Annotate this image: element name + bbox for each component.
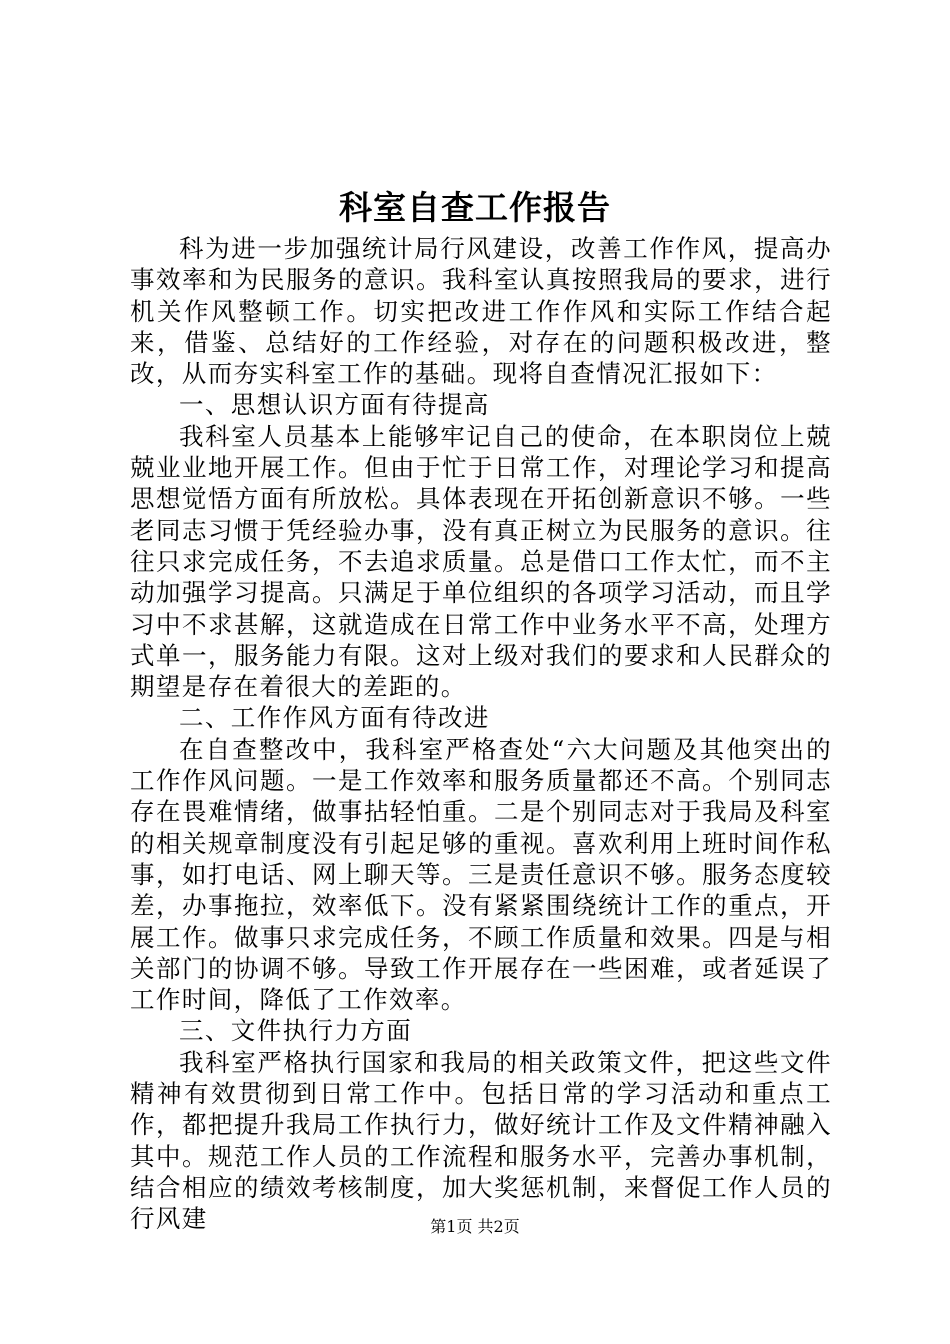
paragraph-section-3: 我科室严格执行国家和我局的相关政策文件，把这些文件精神有效贯彻到日常工作中。包括日常的学习活动和重点工作，都把提升我局工作执行力，做好统计工作及文件精神融入其中。规范工作人员的工作流程和服务水平，完善办事机制，结合相应的绩效考核制度，加大奖惩机制，来督促工作人员的行风建 xyxy=(130,1047,832,1234)
section-heading-3: 三、文件执行力方面 xyxy=(179,1016,413,1046)
paragraph-section-1: 我科室人员基本上能够牢记自己的使命，在本职岗位上兢兢业业地开展工作。但由于忙于日常工作，对理论学习和提高思想觉悟方面有所放松。具体表现在开拓创新意识不够。一些老同志习惯于凭经验办事，没有真正树立为民服务的意识。往往只求完成任务，不去追求质量。总是借口工作太忙，而不主动加强学习提高。只满足于单位组织的各项学习活动，而且学习中不求甚解，这就造成在日常工作中业务水平不高，处理方式单一，服务能力有限。这对上级对我们的要求和人民群众的期望是存在着很大的差距的。 xyxy=(130,421,832,702)
section-heading-1: 一、思想认识方面有待提高 xyxy=(179,390,490,420)
page-number-footer: 第1页 共2页 xyxy=(430,1217,520,1236)
paragraph-intro: 科为进一步加强统计局行风建设，改善工作作风，提高办事效率和为民服务的意识。我科室认真按照我局的要求，进行机关作风整顿工作。切实把改进工作作风和实际工作结合起来，借鉴、总结好的工作经验，对存在的问题积极改进，整改，从而夯实科室工作的基础。现将自查情况汇报如下： xyxy=(130,234,832,389)
document-body xyxy=(130,233,832,1235)
paragraph-section-2: 在自查整改中，我科室严格查处“六大问题及其他突出的工作作风问题。一是工作效率和服务质量都还不高。个别同志存在畏难情绪，做事拈轻怕重。二是个别同志对于我局及科室的相关规章制度没有引起足够的重视。喜欢利用上班时间作私事，如打电话、网上聊天等。三是责任意识不够。服务态度较差，办事拖拉，效率低下。没有紧紧围绕统计工作的重点，开展工作。做事只求完成任务，不顾工作质量和效果。四是与相关部门的协调不够。导致工作开展存在一些困难，或者延误了工作时间，降低了工作效率。 xyxy=(130,734,832,1015)
section-heading-2: 二、工作作风方面有待改进 xyxy=(179,703,490,733)
document-title: 科室自查工作报告 xyxy=(339,188,611,227)
